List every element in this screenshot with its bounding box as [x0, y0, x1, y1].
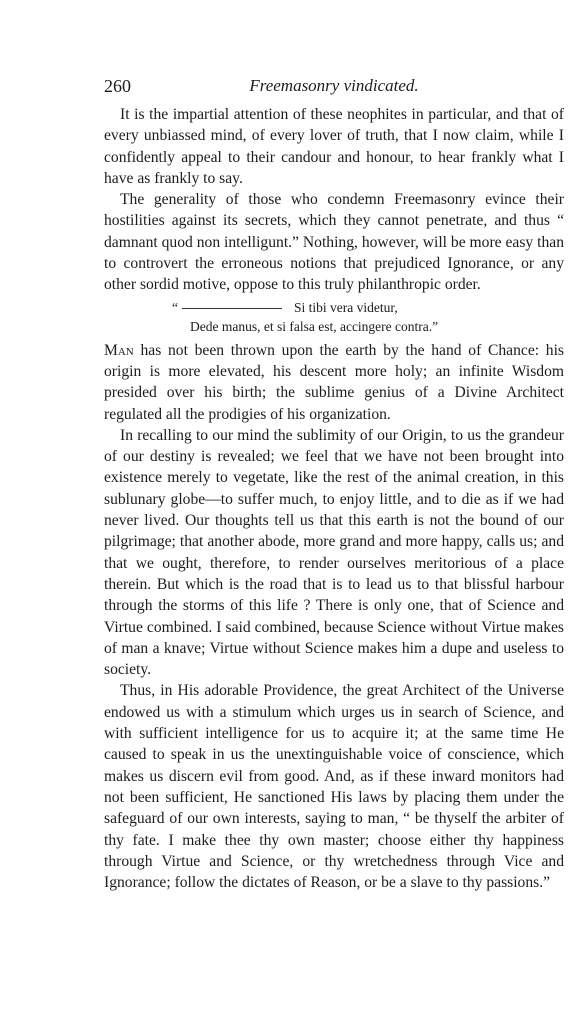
quotation-text-1: Si tibi vera videtur,	[294, 299, 398, 315]
page-number: 260	[104, 76, 131, 96]
quotation-line-2: Dede manus, et si falsa est, accingere contra.”	[190, 318, 439, 334]
paragraph-origin-text: has not been thrown upon the earth by the hand of Chance: his origin is more elevated, his descent more holy; an infinite Wisdom presided over his birth; the sublime genius of a Divine Architect regulated all the prodigies of his organization.	[104, 341, 564, 423]
paragraph-secrets: The generality of those who condemn Freemasonry evince their hostilities against its secrets, which they cannot penetrate, and thus “ damnant quod non intelligunt.” Nothing, however, will be more easy than to controvert the erroneous notions that prejudiced Ignorance, or any other sordid motive, oppose to this truly philanthropic order.	[104, 191, 564, 294]
paragraph-neophites: It is the impartial attention of these neophites in particular, and that of every unbiassed mind, of every lover of truth, that I now claim, while I confidently appeal to their candour and honour, to hear frankly what I have as frankly to say.	[104, 106, 564, 187]
latin-quotation	[104, 298, 564, 336]
running-title: Freemasonry vindicated.	[249, 76, 419, 95]
quotation-dash	[182, 308, 282, 309]
quotation-line-1	[104, 298, 564, 317]
drop-word: Man	[104, 341, 134, 359]
book-page	[104, 76, 564, 893]
page-header	[104, 76, 564, 104]
paragraph-destiny: In recalling to our mind the sublimity of our Origin, to us the grandeur of our destiny is revealed; we feel that we have not been brought into existence merely to vegetate, like the rest of the animal creation, in this sublunary globe—to suffer much, to enjoy little, and to die as if we had never lived. Our thoughts tell us that this earth is not the bound of our pilgrimage; that another abode, more grand and more happy, calls us; and that we ought, therefore, to render ourselves meritorious of a place therein. But which is the road that is to lead us to that blissful harbour through the storms of this life ? There is only one, that of Science and Virtue combined. I said combined, because Science without Virtue makes of man a knave; Virtue without Science makes him a dupe and useless to society.	[104, 426, 564, 679]
paragraph-providence: Thus, in His adorable Providence, the great Architect of the Universe endowed us with a stimulum which urges us in search of Science, and with sufficient intelligence for us to acquire it; at the same time He caused to speak in us the unextinguishable voice of conscience, which makes us discern evil from good. And, as if these inward monitors had not been sufficient, He sanctioned His laws by placing them under the safeguard of our own interests, saying to man, “ be thyself the arbiter of thy fate. I make thee thy own master; choose either thy happiness through Virtue and Science, or thy wretchedness through Vice and Ignorance; follow the dictates of Reason, or be a slave to thy passions.”	[104, 682, 564, 892]
paragraph-origin	[104, 340, 564, 425]
quotation-open-mark: “	[172, 299, 178, 315]
